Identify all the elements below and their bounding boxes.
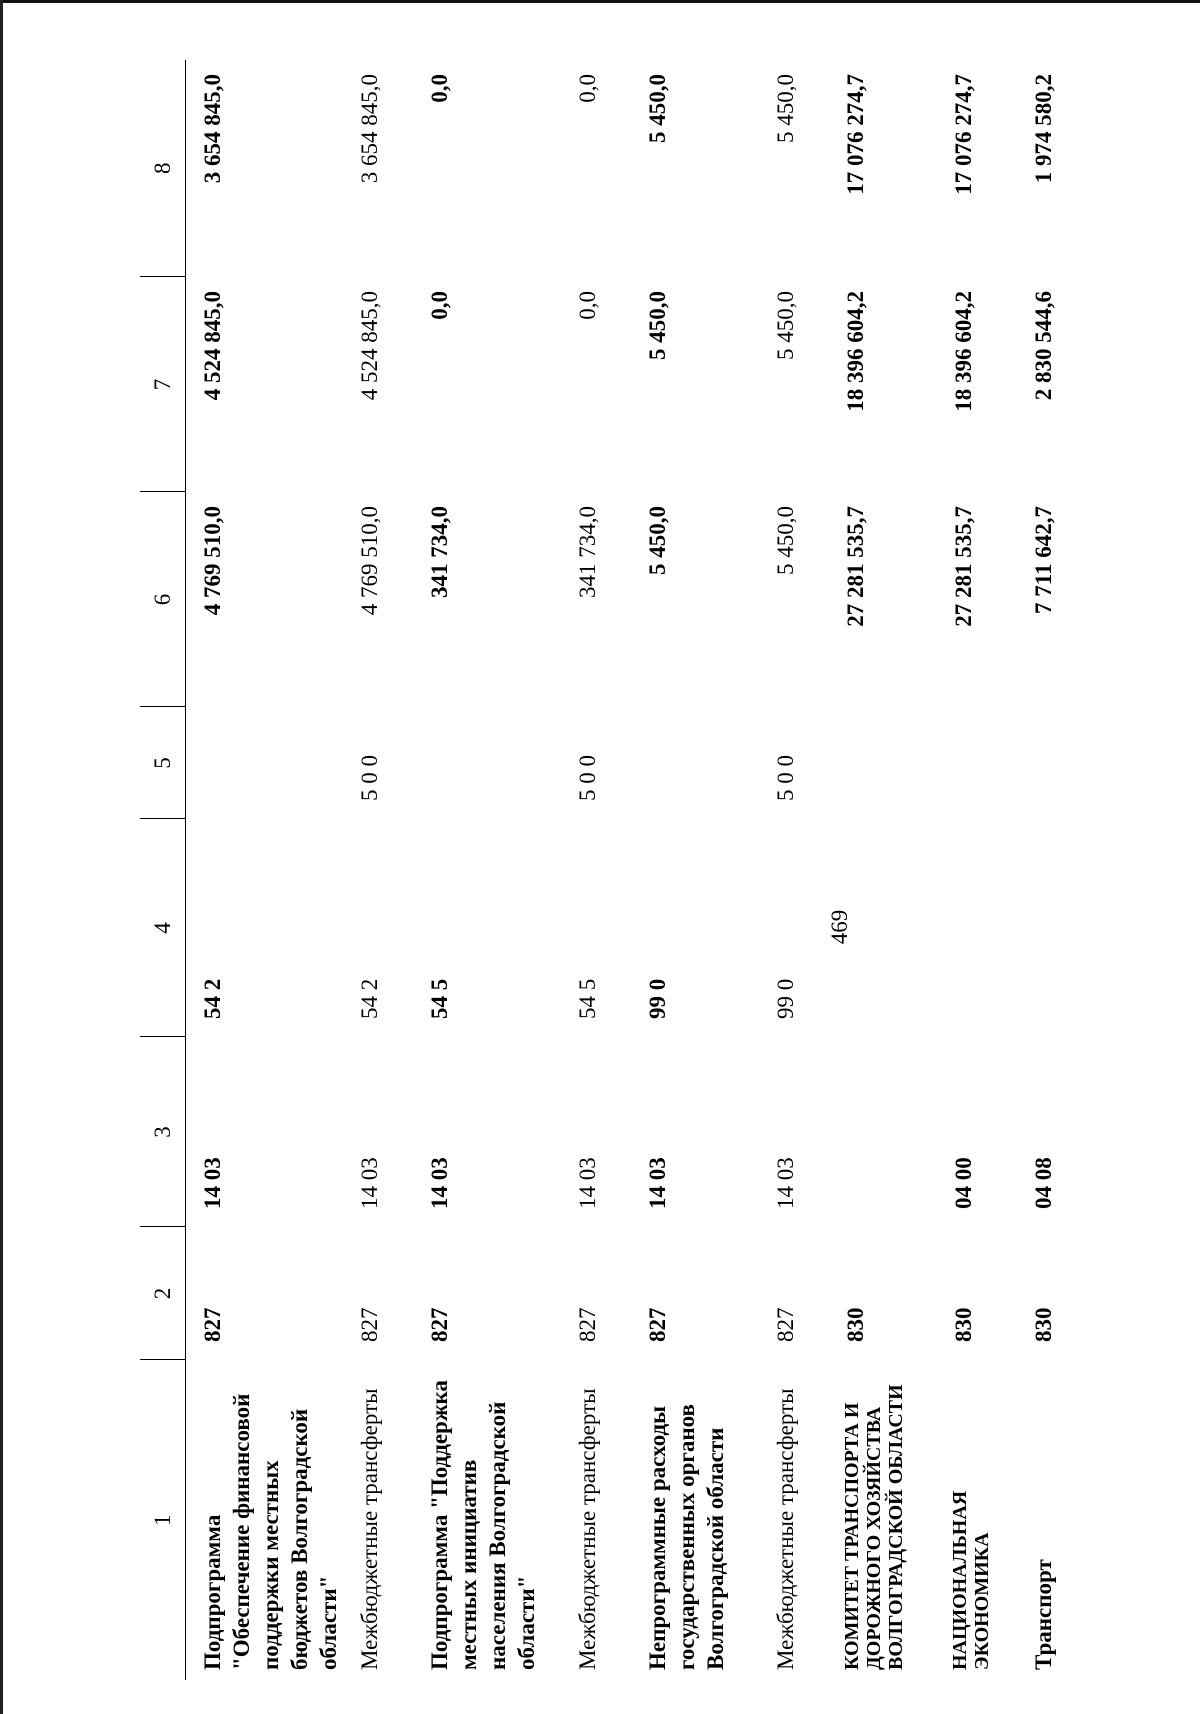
table-row [343, 60, 413, 1680]
row-name-cell: Межбюджетные трансферты [773, 1388, 798, 1670]
column-header: 1 [140, 1360, 186, 1680]
amount-col7-cell: 4 524 845,0 [357, 291, 382, 401]
expense-type-cell [829, 707, 937, 819]
expense-type-cell: 5 0 0 [357, 755, 382, 801]
target-article-cell [1017, 819, 1077, 1037]
row-name-cell: Транспорт [1031, 1559, 1056, 1670]
expense-type-cell [1017, 707, 1077, 819]
amount-col6-cell: 4 769 510,0 [357, 506, 382, 616]
expense-type-cell [186, 707, 344, 819]
table-row [759, 60, 829, 1680]
target-article-cell: 54 5 [575, 978, 600, 1019]
row-name-cell: Межбюджетные трансферты [575, 1388, 600, 1670]
target-article-cell: 54 2 [357, 978, 382, 1019]
amount-col7-cell: 2 830 544,6 [1031, 291, 1056, 401]
table-row [561, 60, 631, 1680]
column-header: 6 [140, 492, 186, 707]
expense-type-cell [937, 707, 1017, 819]
section-code-cell: 14 03 [575, 1157, 600, 1209]
row-name-cell: НАЦИОНАЛЬНАЯ ЭКОНОМИКА [949, 1490, 993, 1670]
amount-col7-cell: 5 450,0 [645, 291, 670, 360]
table-row [186, 60, 344, 1680]
column-header: 2 [140, 1227, 186, 1360]
row-name-cell: Подпрограмма "Обеспечение финансовой поддержки местных бюджетов Волгоградской области" [200, 1393, 341, 1670]
table-body [186, 60, 1078, 1680]
row-name-cell: Непрограммные расходы государственных органов Волгоградской области [645, 1404, 728, 1670]
target-article-cell [829, 819, 937, 1037]
section-code-cell: 04 08 [1031, 1157, 1056, 1209]
table-header-row [140, 60, 186, 1680]
section-code-cell: 14 03 [773, 1157, 798, 1209]
amount-col6-cell: 341 734,0 [575, 506, 600, 598]
budget-table [140, 60, 1077, 1680]
ved-code-cell: 827 [427, 1307, 452, 1342]
target-article-cell: 54 5 [427, 978, 452, 1019]
amount-col7-cell: 5 450,0 [773, 291, 798, 360]
section-code-cell: 14 03 [200, 1157, 225, 1209]
amount-col7-cell: 0,0 [427, 291, 452, 320]
amount-col7-cell: 0,0 [575, 291, 600, 320]
ved-code-cell: 827 [575, 1307, 600, 1342]
amount-col6-cell: 27 281 535,7 [951, 506, 976, 627]
row-name-cell: Межбюджетные трансферты [357, 1388, 382, 1670]
amount-col6-cell: 5 450,0 [773, 506, 798, 575]
rotated-page [140, 60, 1170, 1680]
expense-type-cell [631, 707, 759, 819]
amount-col6-cell: 341 734,0 [427, 506, 452, 598]
amount-col8-cell: 3 654 845,0 [357, 74, 382, 184]
section-code-cell [829, 1037, 937, 1227]
ved-code-cell: 827 [357, 1307, 382, 1342]
amount-col8-cell: 17 076 274,7 [951, 74, 976, 195]
scan-edge-left [0, 0, 3, 1714]
column-header: 7 [140, 277, 186, 492]
amount-col8-cell: 5 450,0 [773, 74, 798, 143]
amount-col8-cell: 3 654 845,0 [200, 74, 225, 184]
column-header: 4 [140, 819, 186, 1037]
target-article-cell: 99 0 [773, 978, 798, 1019]
target-article-cell: 99 0 [645, 978, 670, 1019]
row-name-cell: Подпрограмма "Поддержка местных инициатив населения Волгоградской области" [427, 1380, 539, 1670]
column-header: 8 [140, 60, 186, 277]
table-row [937, 60, 1017, 1680]
ved-code-cell: 830 [951, 1307, 976, 1342]
amount-col6-cell: 7 711 642,7 [1031, 506, 1056, 614]
column-header: 5 [140, 707, 186, 819]
section-code-cell: 14 03 [357, 1157, 382, 1209]
expense-type-cell [413, 707, 561, 819]
amount-col8-cell: 5 450,0 [645, 74, 670, 143]
amount-col7-cell: 18 396 604,2 [951, 291, 976, 412]
ved-code-cell: 827 [773, 1307, 798, 1342]
amount-col6-cell: 4 769 510,0 [200, 506, 225, 616]
ved-code-cell: 827 [200, 1307, 225, 1342]
amount-col8-cell: 1 974 580,2 [1031, 74, 1056, 184]
scan-edge-top [0, 0, 1200, 3]
column-header: 3 [140, 1037, 186, 1227]
amount-col8-cell: 0,0 [427, 74, 452, 103]
amount-col8-cell: 17 076 274,7 [843, 74, 868, 195]
amount-col6-cell: 5 450,0 [645, 506, 670, 575]
amount-col7-cell: 4 524 845,0 [200, 291, 225, 401]
ved-code-cell: 830 [843, 1307, 868, 1342]
expense-type-cell: 5 0 0 [575, 755, 600, 801]
ved-code-cell: 830 [1031, 1307, 1056, 1342]
table-row [829, 60, 937, 1680]
table-row [413, 60, 561, 1680]
target-article-cell [937, 819, 1017, 1037]
amount-col7-cell: 18 396 604,2 [843, 291, 868, 412]
section-code-cell: 04 00 [951, 1157, 976, 1209]
amount-col6-cell: 27 281 535,7 [843, 506, 868, 627]
expense-type-cell: 5 0 0 [773, 755, 798, 801]
page-number: 469 [827, 909, 852, 945]
section-code-cell: 14 03 [645, 1157, 670, 1209]
target-article-cell: 54 2 [200, 978, 225, 1019]
row-name-cell: КОМИТЕТ ТРАНСПОРТА И ДОРОЖНОГО ХОЗЯЙСТВА ВОЛГОГРАДСКОЙ ОБЛАСТИ [841, 1384, 907, 1670]
section-code-cell: 14 03 [427, 1157, 452, 1209]
table-row [631, 60, 759, 1680]
ved-code-cell: 827 [645, 1307, 670, 1342]
amount-col8-cell: 0,0 [575, 74, 600, 103]
table-row [1017, 60, 1077, 1680]
